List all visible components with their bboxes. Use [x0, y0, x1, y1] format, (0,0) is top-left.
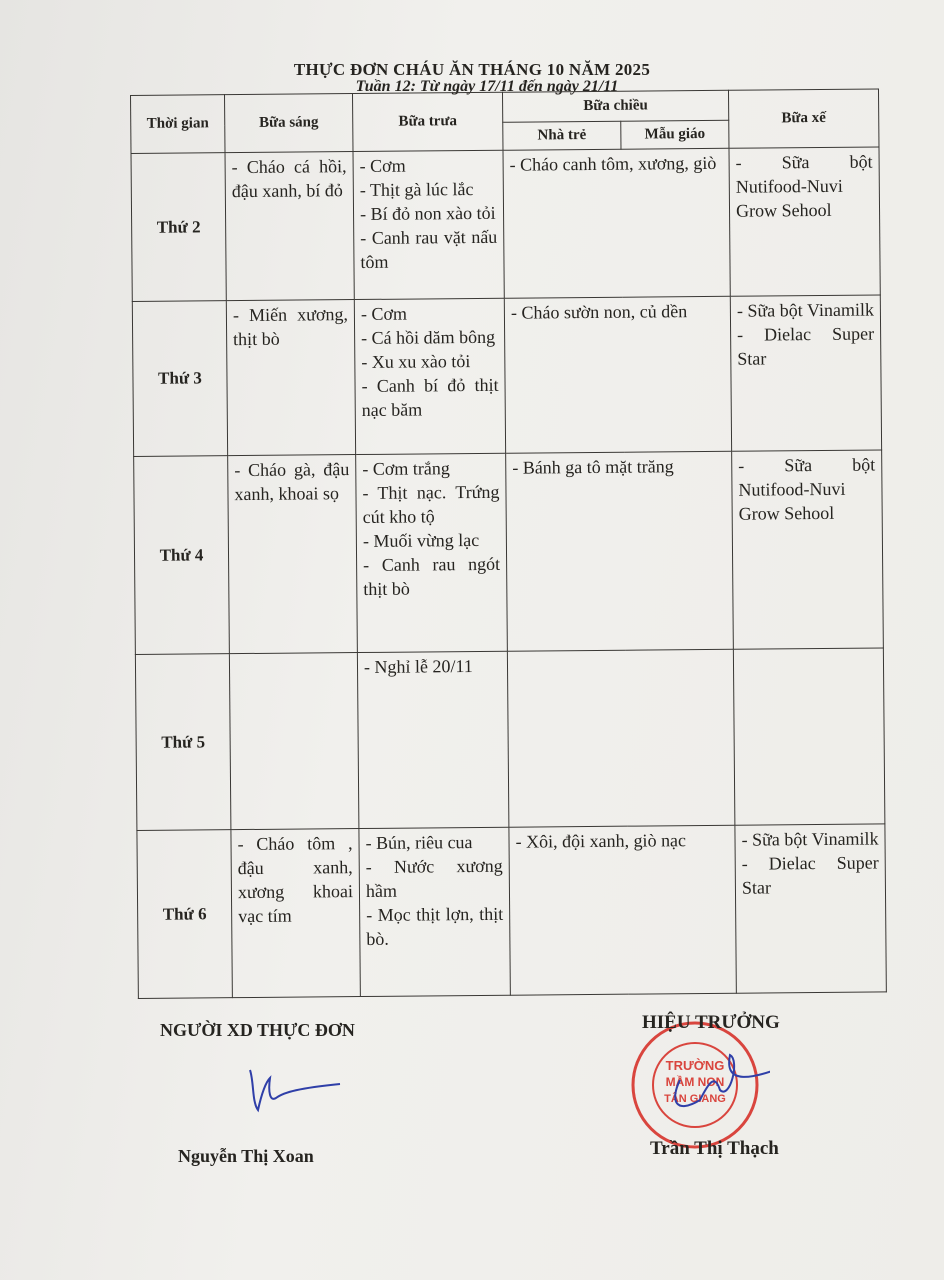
breakfast-cell	[226, 300, 355, 456]
menu-item: - Mọc thịt lợn, thịt bò.	[366, 903, 504, 949]
menu-item: - Cháo sườn non, củ dền	[510, 301, 688, 323]
menu-item: - Thịt gà lúc lắc	[359, 179, 474, 200]
menu-item: - Xu xu xào tỏi	[361, 351, 471, 372]
svg-text:MẦM NON: MẦM NON	[665, 1075, 725, 1089]
table-row	[134, 450, 884, 655]
menu-item: - Cơm	[360, 303, 408, 324]
lunch-cell	[353, 150, 504, 299]
lunch-cell	[359, 827, 510, 996]
afternoon-cell	[503, 148, 730, 298]
menu-item: - Muối vừng lạc	[362, 529, 480, 551]
table-row	[131, 147, 880, 302]
day-cell: Thứ 6	[137, 830, 232, 999]
table-row	[135, 648, 885, 831]
menu-item: - Sữa bột Nutifood-Nuvi Grow Sehool	[735, 151, 873, 221]
header-snack: Bữa xế	[728, 89, 879, 148]
header-lunch: Bữa trưa	[352, 92, 503, 151]
menu-item: - Sữa bột Vinamilk - Dielac Super Star	[741, 828, 879, 898]
menu-item: - Sữa bột Vinamilk - Dielac Super Star	[736, 299, 875, 369]
menu-item: - Nghỉ lễ 20/11	[363, 656, 473, 677]
principal-title: HIỆU TRƯỞNG	[642, 1012, 780, 1033]
breakfast-cell	[229, 653, 359, 830]
snack-cell	[729, 147, 880, 296]
svg-text:TÂN GIANG: TÂN GIANG	[664, 1093, 726, 1105]
snack-cell	[735, 824, 886, 993]
header-afternoon: Bữa chiều	[502, 90, 728, 122]
afternoon-cell	[507, 649, 735, 827]
menu-author-name: Nguyễn Thị Xoan	[178, 1146, 314, 1166]
menu-item: - Xôi, đội xanh, giò nạc	[515, 830, 687, 852]
header-kindergarten: Mẫu giáo	[621, 120, 729, 149]
menu-item: - Canh rau vặt nấu tôm	[360, 226, 498, 272]
snack-cell	[730, 295, 881, 451]
menu-item: - Bánh ga tô mặt trăng	[512, 456, 674, 478]
day-cell: Thứ 4	[134, 456, 230, 655]
menu-item: - Canh rau ngót thịt bò	[363, 553, 501, 599]
document-subtitle: Tuần 12: Từ ngày 17/11 đến ngày 21/11	[355, 78, 619, 95]
menu-item: - Miến xương, thịt bò	[232, 304, 349, 350]
lunch-cell	[357, 651, 509, 828]
snack-cell	[733, 648, 885, 825]
document-title: THỰC ĐƠN CHÁU ĂN THÁNG 10 NĂM 2025	[293, 60, 651, 79]
school-stamp	[620, 1020, 770, 1150]
lunch-cell	[354, 298, 505, 454]
day-cell: Thứ 3	[132, 301, 227, 457]
menu-item: - Nước xương hầm	[365, 855, 503, 901]
menu-item: - Cháo cá hồi, đậu xanh, bí đỏ	[231, 156, 347, 202]
menu-item: - Cá hồi dăm bông	[361, 326, 496, 348]
menu-item: - Bún, riêu cua	[365, 832, 473, 853]
snack-cell	[732, 450, 884, 649]
afternoon-cell	[509, 825, 736, 995]
table-row	[132, 295, 881, 457]
menu-item: - Cơm trắng	[362, 458, 450, 479]
afternoon-cell	[506, 451, 734, 651]
lunch-cell	[356, 453, 508, 652]
breakfast-cell	[228, 455, 358, 654]
table-row	[137, 824, 886, 999]
author-signature	[240, 1062, 350, 1122]
menu-item: - Bí đỏ non xào tỏi	[359, 202, 496, 224]
breakfast-cell	[231, 829, 360, 998]
menu-item: - Sữa bột Nutifood-Nuvi Grow Sehool	[738, 454, 876, 524]
menu-item: - Canh bí đỏ thịt nạc băm	[361, 374, 499, 420]
header-nursery: Nhà trẻ	[503, 121, 621, 150]
menu-item: - Cháo canh tôm, xương, giò	[509, 152, 717, 175]
header-breakfast: Bữa sáng	[225, 94, 354, 153]
menu-author-title: NGƯỜI XD THỰC ĐƠN	[160, 1020, 355, 1040]
menu-table	[130, 88, 887, 999]
menu-item: - Thịt nạc. Trứng cút kho tộ	[362, 481, 500, 527]
menu-item: - Cháo gà, đậu xanh, khoai sọ	[234, 459, 350, 505]
afternoon-cell	[504, 296, 731, 453]
day-cell: Thứ 2	[131, 153, 226, 302]
breakfast-cell	[225, 152, 354, 301]
svg-text:TRƯỜNG: TRƯỜNG	[665, 1058, 725, 1073]
header-time: Thời gian	[131, 95, 226, 154]
principal-name: Trần Thị Thạch	[650, 1138, 779, 1159]
day-cell: Thứ 5	[135, 654, 231, 831]
menu-item: - Cơm	[359, 155, 406, 176]
menu-item: - Cháo tôm , đậu xanh, xương khoai vạc tím	[237, 833, 354, 927]
